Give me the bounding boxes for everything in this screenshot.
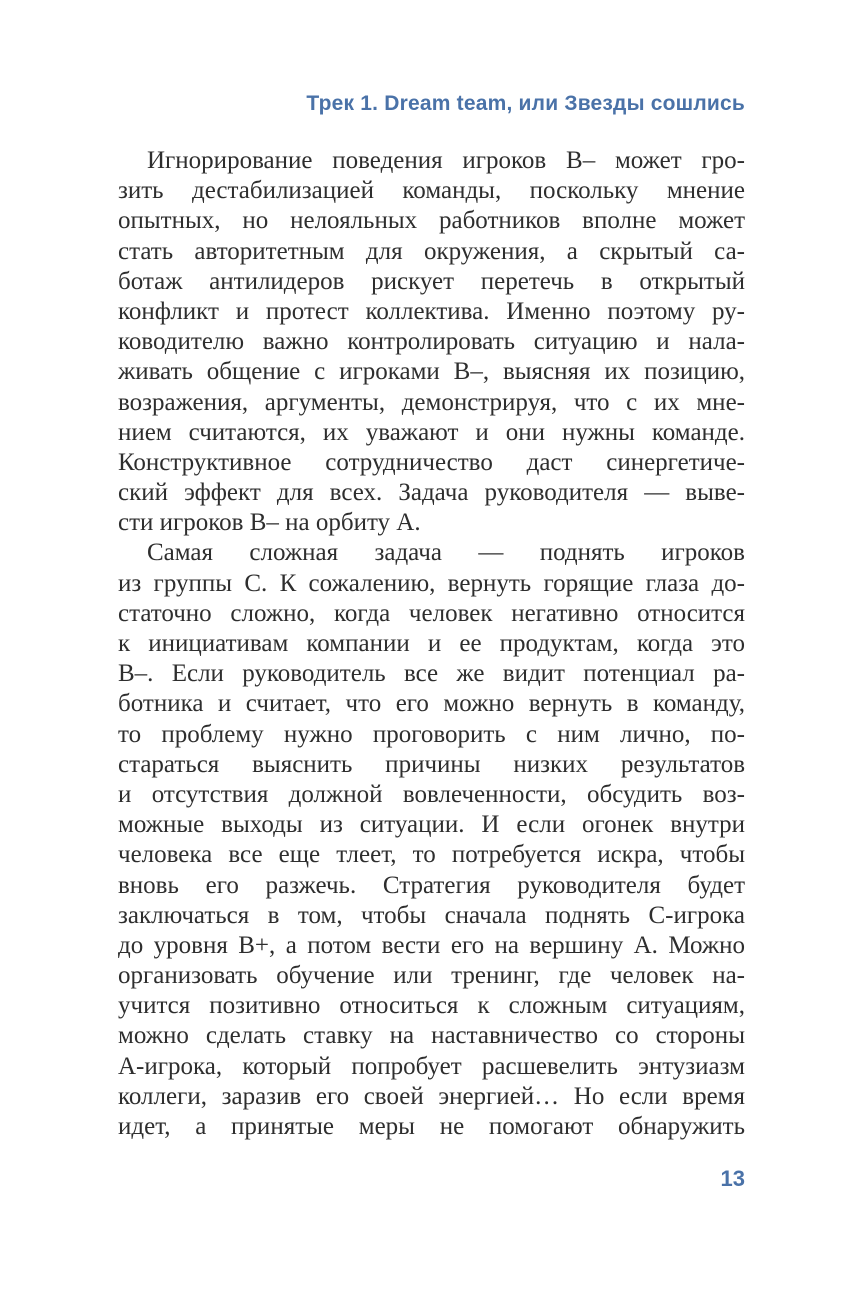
paragraph: [118, 538, 745, 1142]
text-line: к инициативам компании и ее продуктам, когда это: [118, 630, 745, 657]
text-line: сти игроков B– на орбиту A.: [118, 509, 421, 537]
text-line: B–. Если руководитель все же видит потенциал ра-: [118, 660, 745, 688]
text-line: человека все еще тлеет, то потребуется искра, чтобы: [118, 841, 745, 869]
text-line: то проблему нужно проговорить с ним лично, по-: [118, 720, 745, 748]
text-line: A-игрока, который попробует расшевелить энтузиазм: [118, 1052, 745, 1080]
text-line: возражения, аргументы, демонстрируя, что с их мне-: [118, 388, 745, 416]
text-line: идет, а принятые меры не помогают обнаружить: [118, 1113, 745, 1140]
text-line: Самая сложная задача — поднять игроков: [147, 539, 745, 567]
text-line: можные выходы из ситуации. И если огонек внутри: [118, 811, 745, 839]
text-line: зить дестабилизацией команды, поскольку мнение: [118, 177, 745, 205]
text-line: опытных, но нелояльных работников вполне может: [118, 207, 745, 235]
text-line: ботаж антилидеров рискует перетечь в открытый: [118, 267, 745, 295]
text-line: организовать обучение или тренинг, где человек на-: [118, 962, 745, 990]
text-line: ботника и считает, что его можно вернуть в команду,: [118, 690, 745, 718]
text-line: заключаться в том, чтобы сначала поднять C-игрока: [118, 901, 745, 929]
text-line: нием считаются, их уважают и они нужны команде.: [118, 418, 745, 446]
text-line: ский эффект для всех. Задача руководителя — выве-: [118, 479, 745, 507]
text-line: можно сделать ставку на наставничество со стороны: [118, 1022, 745, 1050]
text-line: Конструктивное сотрудничество даст синергетиче-: [118, 448, 745, 476]
text-line: ководителю важно контролировать ситуацию и нала-: [118, 328, 745, 356]
text-line: стать авторитетным для окружения, а скрытый са-: [118, 237, 745, 265]
page-number: 13: [720, 1166, 745, 1191]
text-line: живать общение с игроками B–, выясняя их позицию,: [118, 358, 745, 386]
text-line: и отсутствия должной вовлеченности, обсудить воз-: [118, 780, 745, 808]
paragraph: [118, 146, 745, 538]
text-line: статочно сложно, когда человек негативно относится: [118, 599, 745, 627]
text-line: конфликт и протест коллектива. Именно поэтому ру-: [118, 297, 745, 325]
text-line: коллеги, заразив его своей энергией… Но если время: [118, 1082, 745, 1110]
text-line: стараться выяснить причины низких результатов: [118, 750, 745, 778]
running-header: Трек 1. Dream team, или Звезды сошлись: [306, 92, 745, 115]
text-line: вновь его разжечь. Стратегия руководителя будет: [118, 871, 745, 899]
text-line: из группы C. К сожалению, вернуть горящие глаза до-: [118, 569, 745, 597]
text-line: учится позитивно относиться к сложным ситуациям,: [118, 992, 745, 1020]
text-line: Игнорирование поведения игроков B– может гро-: [147, 147, 745, 174]
text-line: до уровня B+, а потом вести его на вершину A. Можно: [118, 931, 745, 959]
page-body: [118, 146, 745, 1142]
